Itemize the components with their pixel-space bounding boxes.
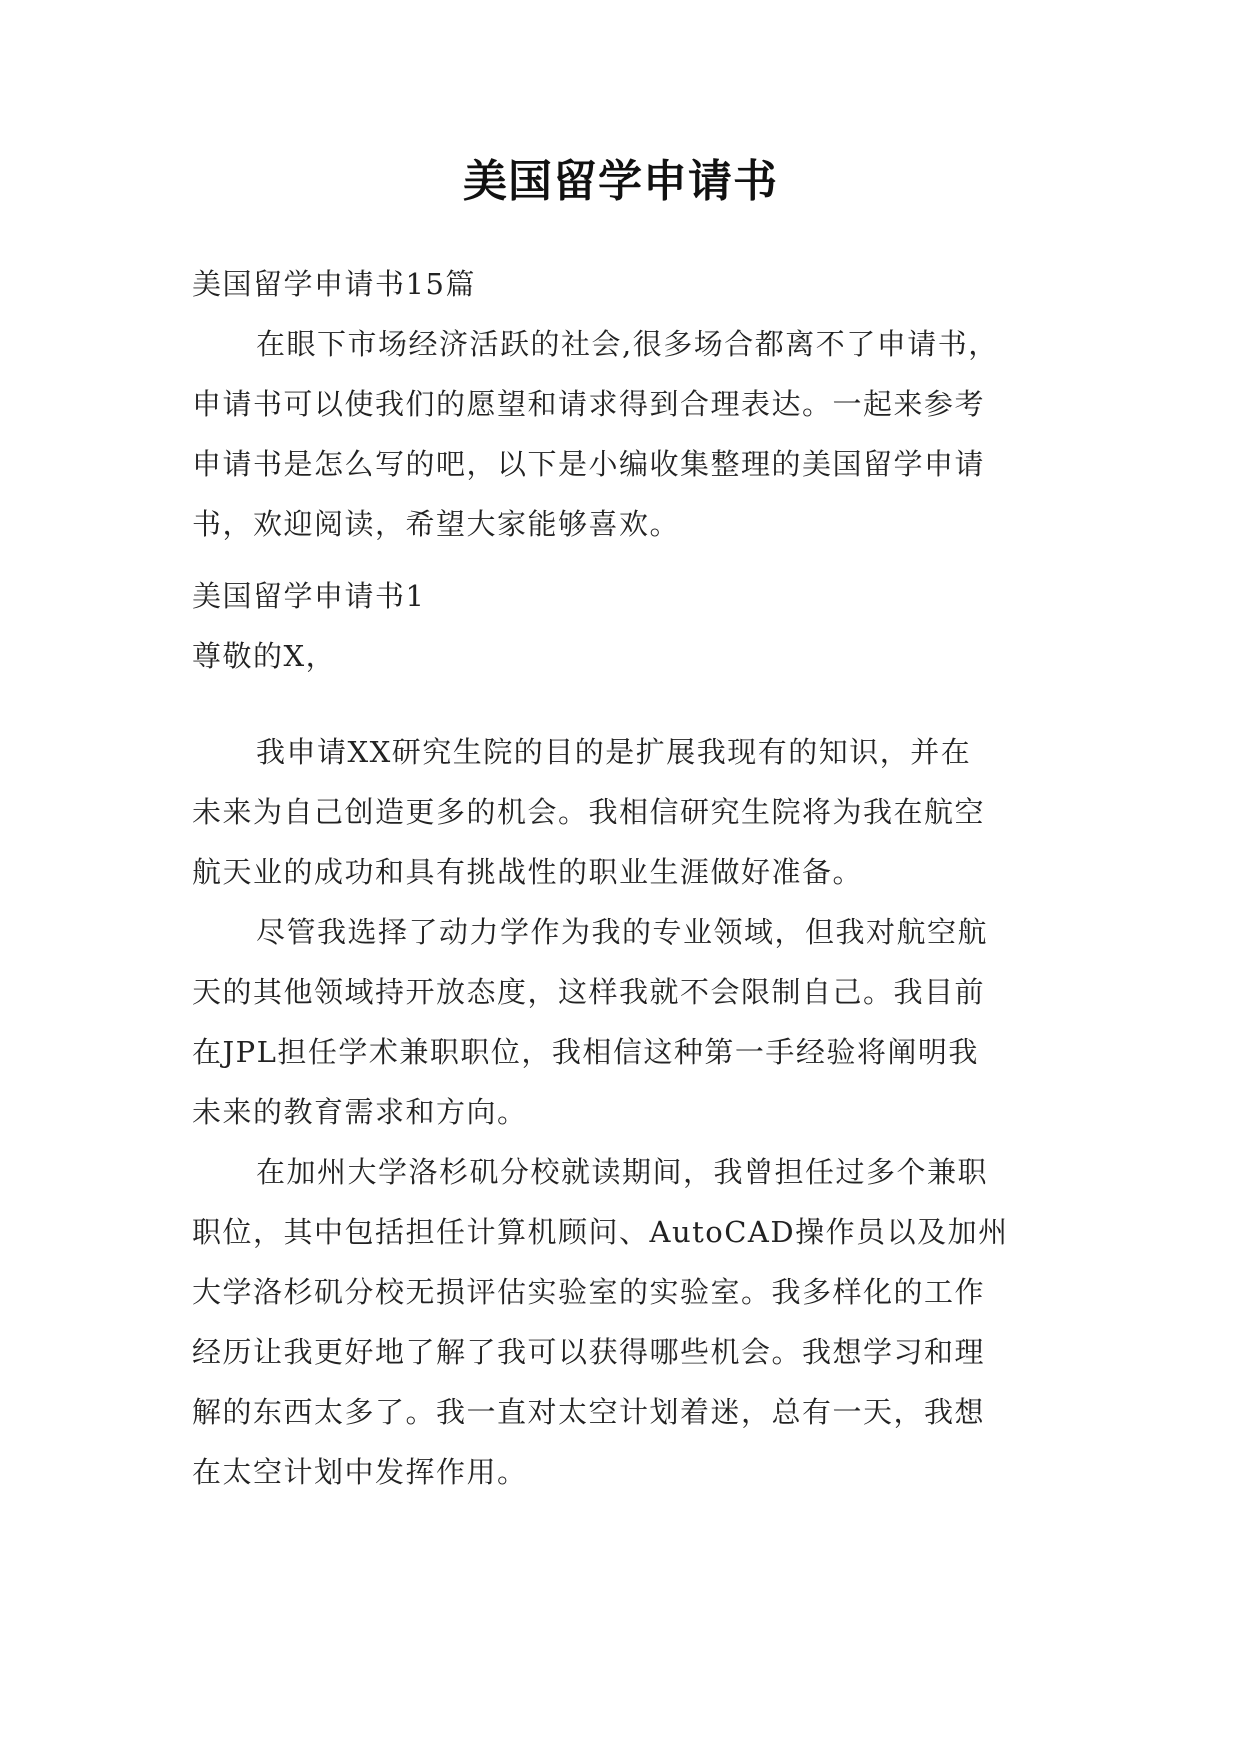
salutation: 尊敬的X， <box>192 639 337 673</box>
paragraph-line: 在加州大学洛杉矶分校就读期间，我曾担任过多个兼职 <box>256 1155 989 1189</box>
paragraph-line: 在JPL担任学术兼职职位，我相信这种第一手经验将阐明我 <box>192 1035 979 1069</box>
intro-line: 申请书是怎么写的吧，以下是小编收集整理的美国留学申请 <box>192 447 986 481</box>
intro-section <box>192 254 1054 554</box>
section-heading: 美国留学申请书1 <box>192 579 426 613</box>
intro-line: 申请书可以使我们的愿望和请求得到合理表达。一起来参考 <box>192 387 986 421</box>
intro-line: 书，欢迎阅读，希望大家能够喜欢。 <box>192 507 681 541</box>
paragraph-line: 经历让我更好地了解了我可以获得哪些机会。我想学习和理 <box>192 1335 986 1369</box>
paragraph-line: 未来为自己创造更多的机会。我相信研究生院将为我在航空 <box>192 795 986 829</box>
paragraph-line: 大学洛杉矶分校无损评估实验室的实验室。我多样化的工作 <box>192 1275 986 1309</box>
intro-line: 在眼下市场经济活跃的社会,很多场合都离不了申请书， <box>256 327 999 361</box>
paragraph-line: 在太空计划中发挥作用。 <box>192 1455 528 1489</box>
paragraph-line: 未来的教育需求和方向。 <box>192 1095 528 1129</box>
paragraph-line: 我申请XX研究生院的目的是扩展我现有的知识，并在 <box>256 735 972 769</box>
paragraph-line: 天的其他领域持开放态度，这样我就不会限制自己。我目前 <box>192 975 986 1009</box>
paragraph-line: 航天业的成功和具有挑战性的职业生涯做好准备。 <box>192 855 864 889</box>
letter-body <box>192 722 1054 1502</box>
paragraph-line: 解的东西太多了。我一直对太空计划着迷，总有一天，我想 <box>192 1395 986 1429</box>
paragraph-line: 职位，其中包括担任计算机顾问、AutoCAD操作员以及加州 <box>192 1215 1009 1249</box>
subtitle: 美国留学申请书15篇 <box>192 267 476 301</box>
document-title: 美国留学申请书 <box>463 156 778 207</box>
letter-header <box>192 566 1054 686</box>
paragraph-line: 尽管我选择了动力学作为我的专业领域，但我对航空航 <box>256 915 989 949</box>
